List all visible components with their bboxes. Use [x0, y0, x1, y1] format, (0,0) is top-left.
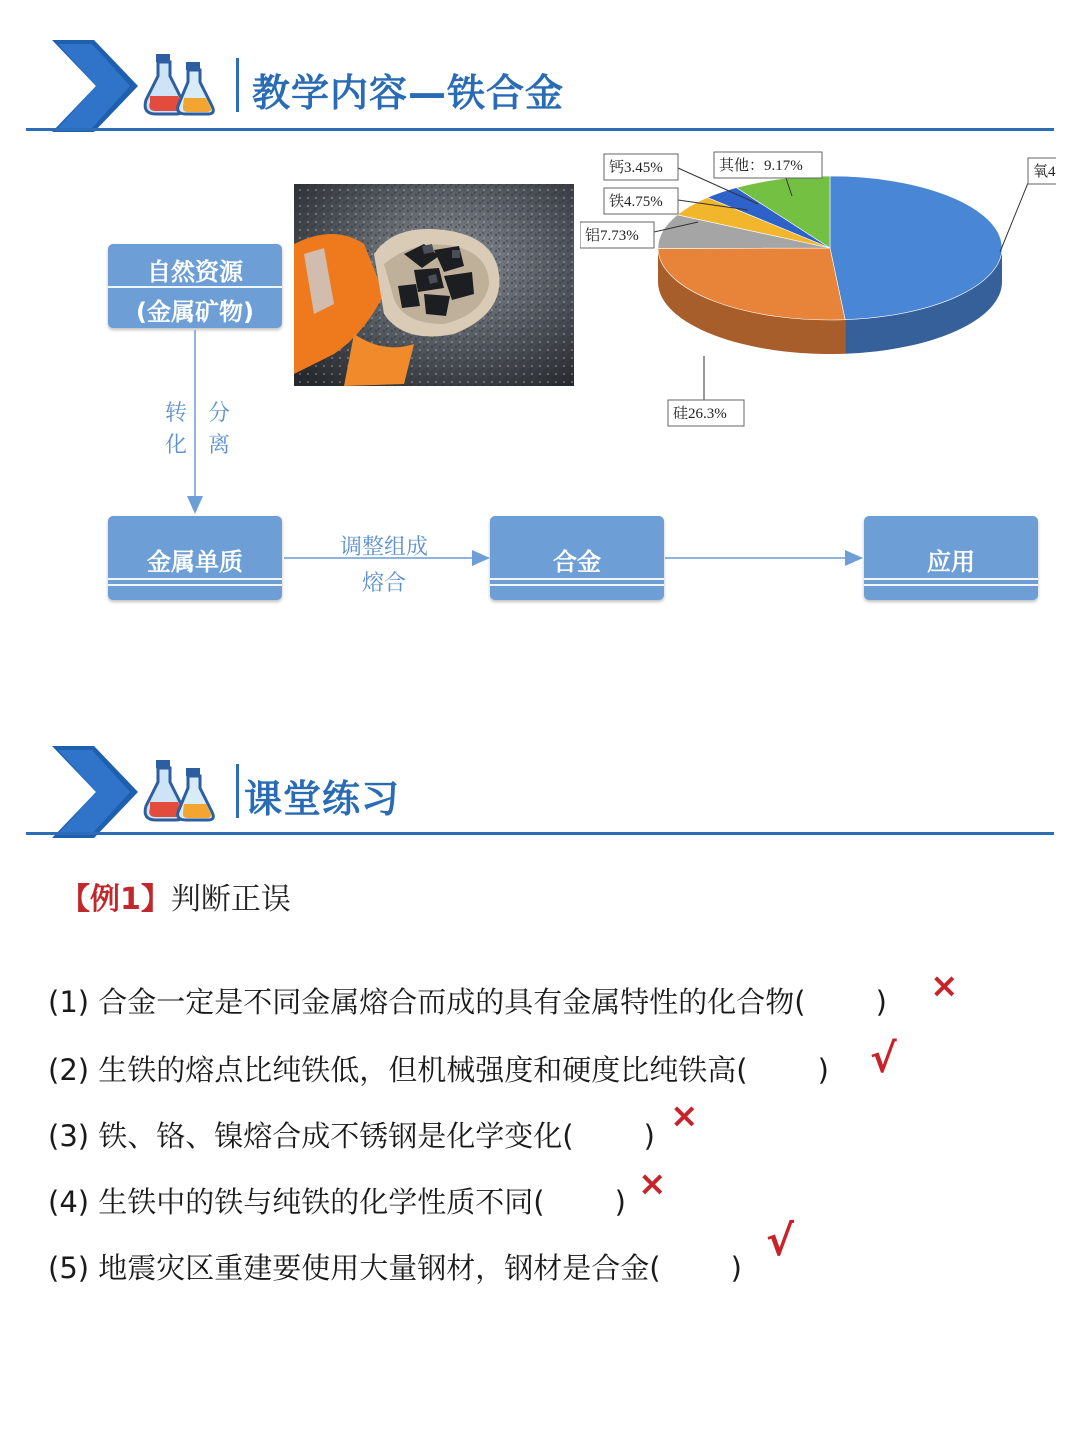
pie-label-calcium: 钙3.45% [609, 160, 663, 176]
application-label: 应用 [927, 548, 975, 576]
ore-photo [294, 184, 574, 386]
question-3 [48, 1114, 655, 1155]
question-1 [48, 980, 887, 1021]
answer-mark: × [638, 1164, 667, 1204]
question-close: ) [875, 985, 887, 1019]
answer-mark: √ [766, 1216, 795, 1265]
label-transform-2: 化 [165, 433, 188, 458]
section-title: 课堂练习 [244, 777, 401, 821]
question-close: ) [614, 1185, 626, 1219]
question-text: (4) 生铁中的铁与纯铁的化学性质不同( [48, 1185, 545, 1219]
pie-label-aluminum: 铝7.73% [585, 228, 639, 244]
question-close: ) [817, 1053, 829, 1087]
natural-resource-line1: 自然资源 [147, 258, 243, 286]
header-divider [236, 764, 239, 818]
application-box [864, 516, 1038, 600]
answer-mark: × [670, 1096, 699, 1136]
section-header-2 [0, 746, 1080, 856]
question-text: (5) 地震灾区重建要使用大量钢材，钢材是合金( [48, 1251, 661, 1285]
pie-label-iron: 铁4.75% [609, 194, 663, 210]
question-2 [48, 1048, 829, 1089]
question-text: (1) 合金一定是不同金属熔合而成的具有金属特性的化合物( [48, 985, 806, 1019]
element-abundance-pie-chart [580, 148, 1056, 430]
pie-label-other: 其他：9.17% [719, 158, 803, 174]
metal-element-box [108, 516, 282, 600]
label-separate-2: 离 [208, 433, 231, 458]
question-4 [48, 1180, 626, 1221]
header-rule [26, 832, 1054, 835]
question-close: ) [643, 1119, 655, 1153]
natural-resource-line2: (金属矿物) [136, 298, 254, 326]
flask-icon [142, 756, 222, 826]
answer-mark: × [930, 966, 959, 1006]
leader-line-oxygen [1000, 178, 1030, 252]
question-text: (3) 铁、铬、镍熔合成不锈钢是化学变化( [48, 1119, 574, 1153]
label-transform-1: 转 [165, 401, 188, 426]
example-heading [60, 874, 291, 918]
example-tag: 【例1】 [60, 882, 171, 917]
metal-element-label: 金属单质 [147, 548, 243, 576]
question-close: ) [730, 1251, 742, 1285]
answer-mark: √ [870, 1036, 897, 1082]
section-title: 教学内容—铁合金 [252, 71, 565, 115]
chevron-icon [52, 746, 142, 838]
alloy-label: 合金 [553, 548, 601, 576]
question-text: (2) 生铁的熔点比纯铁低，但机械强度和硬度比纯铁高( [48, 1053, 748, 1087]
fusion-label: 熔合 [362, 571, 407, 596]
alloy-box [490, 516, 664, 600]
label-separate-1: 分 [208, 401, 231, 426]
question-5 [48, 1246, 742, 1287]
adjust-composition-label: 调整组成 [340, 535, 429, 560]
pie-label-silicon: 硅26.3% [673, 406, 727, 422]
example-text: 判断正误 [170, 882, 291, 917]
pie-label-oxygen: 氧4 [1033, 164, 1056, 180]
